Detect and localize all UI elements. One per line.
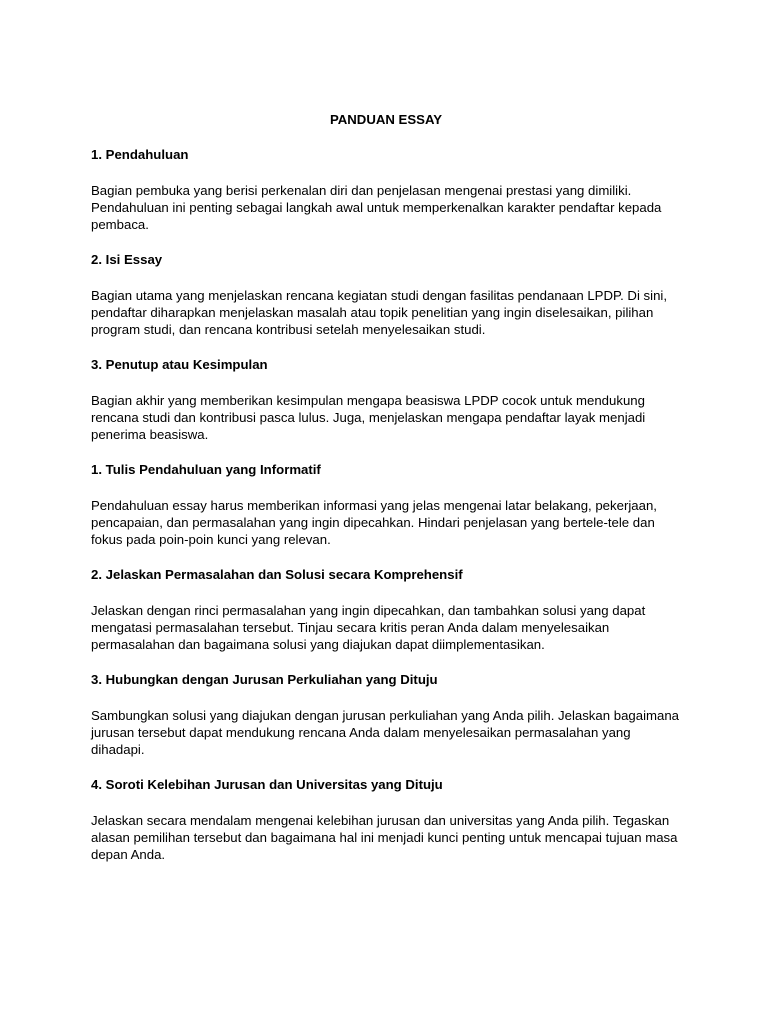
section-body: Pendahuluan essay harus memberikan informasi yang jelas mengenai latar belakang, pekerjaan, pencapaian, dan permasalahan yang ingin dipecahkan. Hindari penjelasan yang bertele-tele dan fokus pada poin-poin kunci yang relevan.	[91, 498, 657, 547]
section-permasalahan-solusi	[91, 567, 681, 653]
document-title: PANDUAN ESSAY	[329, 112, 443, 127]
section-heading: 1. Tulis Pendahuluan yang Informatif	[91, 462, 321, 477]
section-heading: 3. Hubungkan dengan Jurusan Perkuliahan yang Dituju	[91, 672, 438, 687]
section-isi-essay	[91, 252, 681, 338]
section-heading: 3. Penutup atau Kesimpulan	[91, 357, 268, 372]
section-body: Jelaskan secara mendalam mengenai kelebihan jurusan dan universitas yang Anda pilih. Tegaskan alasan pemilihan tersebut dan bagaimana hal ini menjadi kunci penting untuk mencapai tujuan masa depan Anda.	[91, 813, 678, 862]
section-heading: 2. Jelaskan Permasalahan dan Solusi secara Komprehensif	[91, 567, 463, 582]
section-tulis-pendahuluan	[91, 462, 681, 548]
section-heading: 4. Soroti Kelebihan Jurusan dan Universitas yang Dituju	[91, 777, 443, 792]
section-body: Bagian pembuka yang berisi perkenalan diri dan penjelasan mengenai prestasi yang dimiliki. Pendahuluan ini penting sebagai langkah awal untuk memperkenalkan karakter pendaftar kepada pembaca.	[91, 183, 662, 232]
section-heading: 2. Isi Essay	[91, 252, 163, 267]
section-heading: 1. Pendahuluan	[91, 147, 189, 162]
section-body: Jelaskan dengan rinci permasalahan yang ingin dipecahkan, dan tambahkan solusi yang dapat mengatasi permasalahan tersebut. Tinjau secara kritis peran Anda dalam menyelesaikan permasalahan dan bagaimana solusi yang diajukan dapat diimplementasikan.	[91, 603, 646, 652]
section-pendahuluan	[91, 147, 681, 233]
section-kelebihan-universitas	[91, 777, 681, 863]
section-body: Bagian akhir yang memberikan kesimpulan mengapa beasiswa LPDP cocok untuk mendukung rencana studi dan kontribusi pasca lulus. Juga, menjelaskan mengapa pendaftar layak menjadi penerima beasiswa.	[91, 393, 646, 442]
document-content	[91, 112, 681, 882]
section-penutup	[91, 357, 681, 443]
section-body: Sambungkan solusi yang diajukan dengan jurusan perkuliahan yang Anda pilih. Jelaskan bagaimana jurusan tersebut dapat mendukung rencana Anda dalam menyelesaikan permasalahan yang dihadapi.	[91, 708, 679, 757]
section-body: Bagian utama yang menjelaskan rencana kegiatan studi dengan fasilitas pendanaan LPDP. Di sini, pendaftar diharapkan menjelaskan masalah atau topik penelitian yang ingin diselesaikan, pilihan program studi, dan rencana kontribusi setelah menyelesaikan studi.	[91, 288, 667, 337]
section-jurusan-perkuliahan	[91, 672, 681, 758]
